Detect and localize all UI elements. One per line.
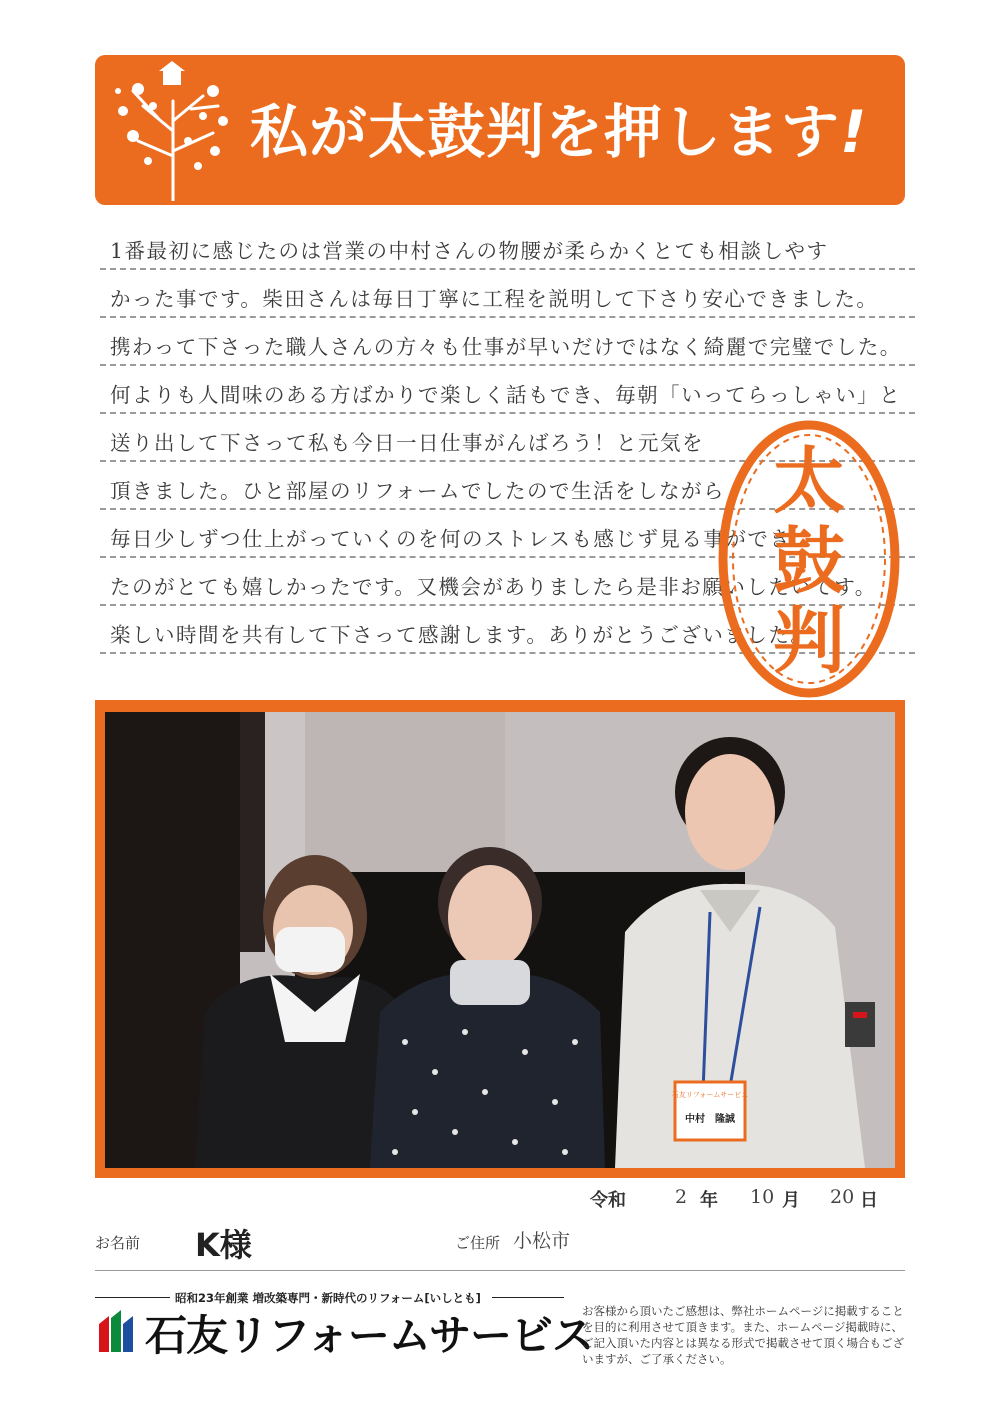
- comment-line: たのがとても嬉しかったです。又機会がありましたら是非お願いしたいです。: [100, 558, 915, 606]
- name-badge-name: 中村 隆誠: [685, 1114, 735, 1125]
- comment-line: 楽しい時間を共有して下さって感謝します。ありがとうございました。: [100, 606, 915, 654]
- comment-line: 毎日少しずつ仕上がっていくのを何のストレスも感じず見る事ができ: [100, 510, 915, 558]
- header-banner: [95, 55, 905, 205]
- stamp-char: 太: [772, 439, 846, 523]
- tree-icon: [103, 61, 243, 201]
- company-logo-icon: [95, 1310, 137, 1352]
- group-photo: [105, 712, 895, 1168]
- date-month: 10: [750, 1186, 775, 1208]
- page-title: 私が太鼓判を押します!: [250, 98, 868, 166]
- stamp-char: 鼓: [772, 519, 846, 603]
- taikoban-stamp: [716, 418, 902, 700]
- date-day: 20: [830, 1186, 855, 1208]
- comment-line: 頂きました。ひと部屋のリフォームでしたので生活をしながら: [100, 462, 915, 510]
- date-day-unit: 日: [860, 1190, 878, 1211]
- photo-frame: [95, 700, 905, 1178]
- comment-line: かった事です。柴田さんは毎日丁寧に工程を説明して下さり安心できました。: [100, 270, 915, 318]
- customer-name: K様: [195, 1226, 252, 1264]
- privacy-notice: お客様から頂いたご感想は、弊社ホームページに掲載することを目的に利用させて頂きます。また、ホームページ掲載時に、ご記入頂いた内容とは異なる形式で掲載させて頂く場合もございますが、ご了承ください。: [582, 1304, 904, 1366]
- name-badge-company: 石友リフォームサービス: [671, 1091, 749, 1099]
- address-label: ご住所: [455, 1234, 501, 1252]
- stamp-char: 判: [772, 599, 846, 683]
- divider: [492, 1297, 564, 1298]
- company-name: 石友リフォームサービス: [145, 1311, 594, 1360]
- date-year-unit: 年: [700, 1190, 718, 1211]
- date-year: 2: [675, 1186, 688, 1208]
- company-tagline: 昭和23年創業 増改築専門・新時代のリフォーム[いしとも]: [175, 1291, 481, 1305]
- comment-line: 1番最初に感じたのは営業の中村さんの物腰が柔らかくとても相談しやす: [100, 222, 915, 270]
- date-row: [590, 1184, 910, 1214]
- date-era: 令和: [590, 1190, 626, 1211]
- comment-line: 携わって下さった職人さんの方々も仕事が早いだけではなく綺麗で完璧でした。: [100, 318, 915, 366]
- comment-line: 何よりも人間味のある方ばかりで楽しく話もでき、毎朝「いってらっしゃい」と: [100, 366, 915, 414]
- date-month-unit: 月: [782, 1190, 800, 1211]
- comment-line: 送り出して下さって私も今日一日仕事がんばろう！と元気を: [100, 414, 915, 462]
- customer-address: 小松市: [513, 1230, 571, 1252]
- divider: [95, 1297, 170, 1298]
- customer-info: [95, 1220, 905, 1271]
- name-label: お名前: [95, 1234, 141, 1252]
